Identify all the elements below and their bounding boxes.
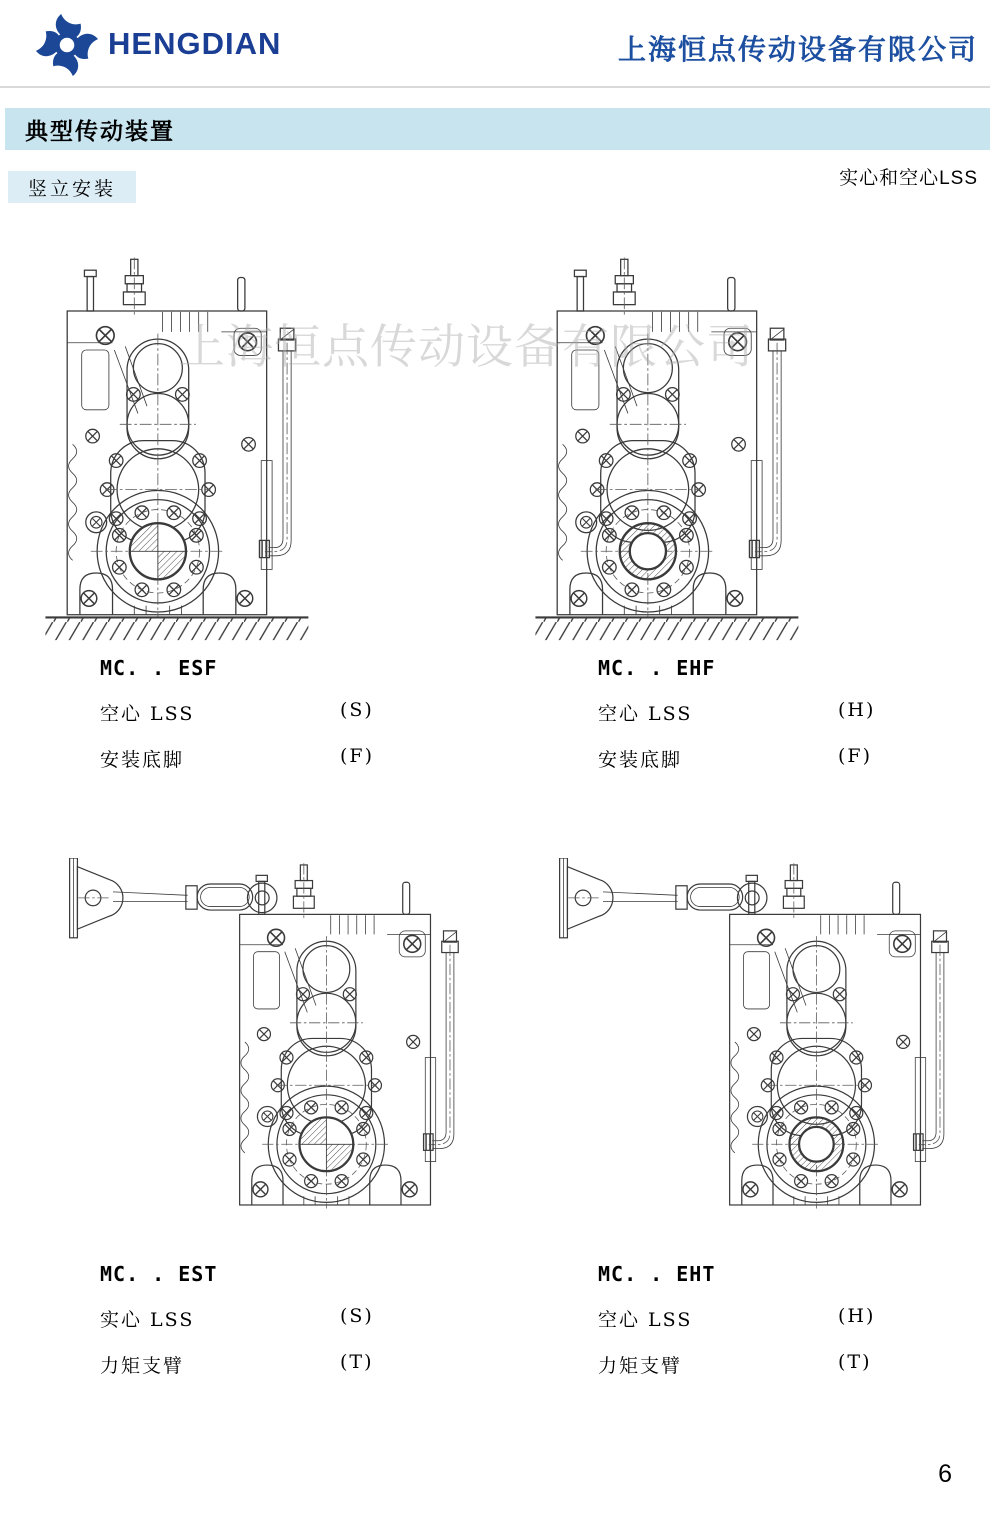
caption-row (598, 745, 918, 772)
feature-label: 空心 LSS (598, 1309, 693, 1331)
drawing-mc-ehf (530, 252, 802, 642)
model-code: MC. . EHF (598, 656, 716, 680)
watermark-text: 上海恒点传动设备有限公司 (178, 320, 754, 375)
feature-label: 安装底脚 (598, 749, 683, 771)
caption-row (100, 1305, 420, 1332)
subsection-label: 竖立安装 (8, 171, 136, 203)
feature-code: (H) (838, 1305, 876, 1327)
section-title: 典型传动装置 (25, 117, 175, 144)
brand-name: HENGDIAN (108, 26, 282, 61)
ground-hatch (45, 617, 308, 640)
caption-mc-ehf (598, 656, 918, 772)
model-code: MC. . EHT (598, 1262, 716, 1286)
page-header (0, 0, 990, 88)
drawing-mc-est (66, 858, 474, 1231)
feature-label: 空心 LSS (100, 703, 195, 725)
caption-mc-esf (100, 656, 420, 772)
model-code: MC. . EST (100, 1262, 218, 1286)
lss-shaft-section (789, 1117, 843, 1171)
torque-arm (560, 858, 767, 938)
caption-row (598, 1305, 918, 1332)
caption-row (598, 699, 918, 726)
lss-shaft-section (299, 1117, 353, 1171)
feature-label: 空心 LSS (598, 703, 693, 725)
feature-label: 实心 LSS (100, 1309, 195, 1331)
hengdian-logo-icon (34, 12, 100, 78)
feature-code: (H) (838, 699, 876, 721)
shaft-type-note: 实心和空心LSS (839, 168, 978, 189)
feature-code: (S) (340, 1305, 374, 1327)
drawing-mc-esf (40, 252, 312, 642)
feature-code: (F) (838, 745, 873, 767)
feature-label: 力矩支臂 (100, 1355, 185, 1377)
ground-hatch (535, 617, 798, 640)
model-code: MC. . ESF (100, 656, 218, 680)
feature-label: 力矩支臂 (598, 1355, 683, 1377)
caption-mc-est (100, 1262, 420, 1378)
caption-row (598, 1351, 918, 1378)
feature-code: (S) (340, 699, 374, 721)
caption-row (100, 1351, 420, 1378)
feature-code: (F) (340, 745, 375, 767)
company-name: 上海恒点传动设备有限公司 (617, 33, 978, 66)
section-title-bar (5, 108, 990, 150)
caption-mc-eht (598, 1262, 918, 1378)
drawing-mc-eht (556, 858, 964, 1231)
lss-shaft-section (130, 523, 186, 579)
page-number: 6 (938, 1460, 952, 1488)
lss-shaft-section (620, 523, 676, 579)
caption-row (100, 699, 420, 726)
torque-arm (70, 858, 277, 938)
caption-row (100, 745, 420, 772)
feature-code: (T) (838, 1351, 872, 1373)
feature-label: 安装底脚 (100, 749, 185, 771)
feature-code: (T) (340, 1351, 374, 1373)
